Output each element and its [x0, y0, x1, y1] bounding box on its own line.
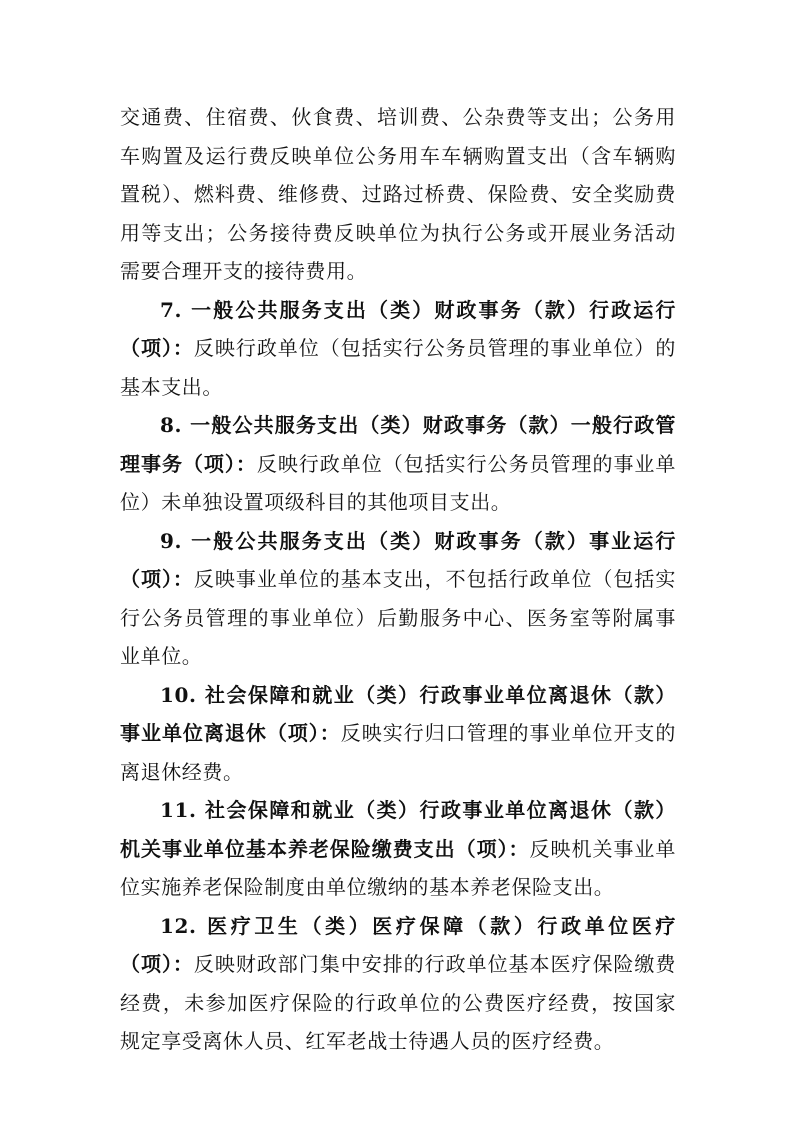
paragraph-heading: 10. 社会保障和就业（类）行政事业单位离退休（款）事业单位离退休（项）： [120, 682, 676, 745]
document-body [120, 98, 676, 1061]
paragraph-heading: 8. 一般公共服务支出（类）财政事务（款）一般行政管理事务（项）： [120, 413, 676, 476]
paragraph-body: 交通费、住宿费、伙食费、培训费、公杂费等支出；公务用车购置及运行费反映单位公务用车车辆购置支出（含车辆购置税）、燃料费、维修费、过路过桥费、保险费、安全奖励费用等支出；公务接待费反映单位为执行公务或开展业务活动需要合理开支的接待费用。 [120, 105, 676, 283]
paragraph-item-11 [120, 791, 676, 907]
paragraph-item-12 [120, 907, 676, 1061]
paragraph-body: 反映事业单位的基本支出，不包括行政单位（包括实行公务员管理的事业单位）后勤服务中心、医务室等附属事业单位。 [120, 567, 676, 668]
paragraph-continuation [120, 98, 676, 291]
paragraph-body: 反映机关事业单位实施养老保险制度由单位缴纳的基本养老保险支出。 [120, 836, 677, 899]
paragraph-body: 反映行政单位（包括实行公务员管理的事业单位）未单独设置项级科目的其他项目支出。 [120, 451, 677, 514]
paragraph-heading: 9. 一般公共服务支出（类）财政事务（款）事业运行（项）： [120, 528, 676, 591]
paragraph-heading: 11. 社会保障和就业（类）行政事业单位离退休（款）机关事业单位基本养老保险缴费支出（项）： [120, 798, 676, 861]
paragraph-body: 反映行政单位（包括实行公务员管理的事业单位）的基本支出。 [120, 336, 676, 399]
paragraph-heading: 12. 医疗卫生（类）医疗保障（款）行政单位医疗（项）： [120, 913, 676, 976]
paragraph-item-9 [120, 522, 676, 676]
paragraph-heading: 7. 一般公共服务支出（类）财政事务（款）行政运行（项）： [120, 297, 676, 360]
paragraph-body: 反映实行归口管理的事业单位开支的离退休经费。 [120, 721, 676, 784]
paragraph-body: 反映财政部门集中安排的行政单位基本医疗保险缴费经费，未参加医疗保险的行政单位的公费医疗经费，按国家规定享受离休人员、红军老战士待遇人员的医疗经费。 [120, 952, 676, 1053]
paragraph-item-10 [120, 676, 676, 792]
paragraph-item-7 [120, 291, 676, 407]
paragraph-item-8 [120, 406, 676, 522]
